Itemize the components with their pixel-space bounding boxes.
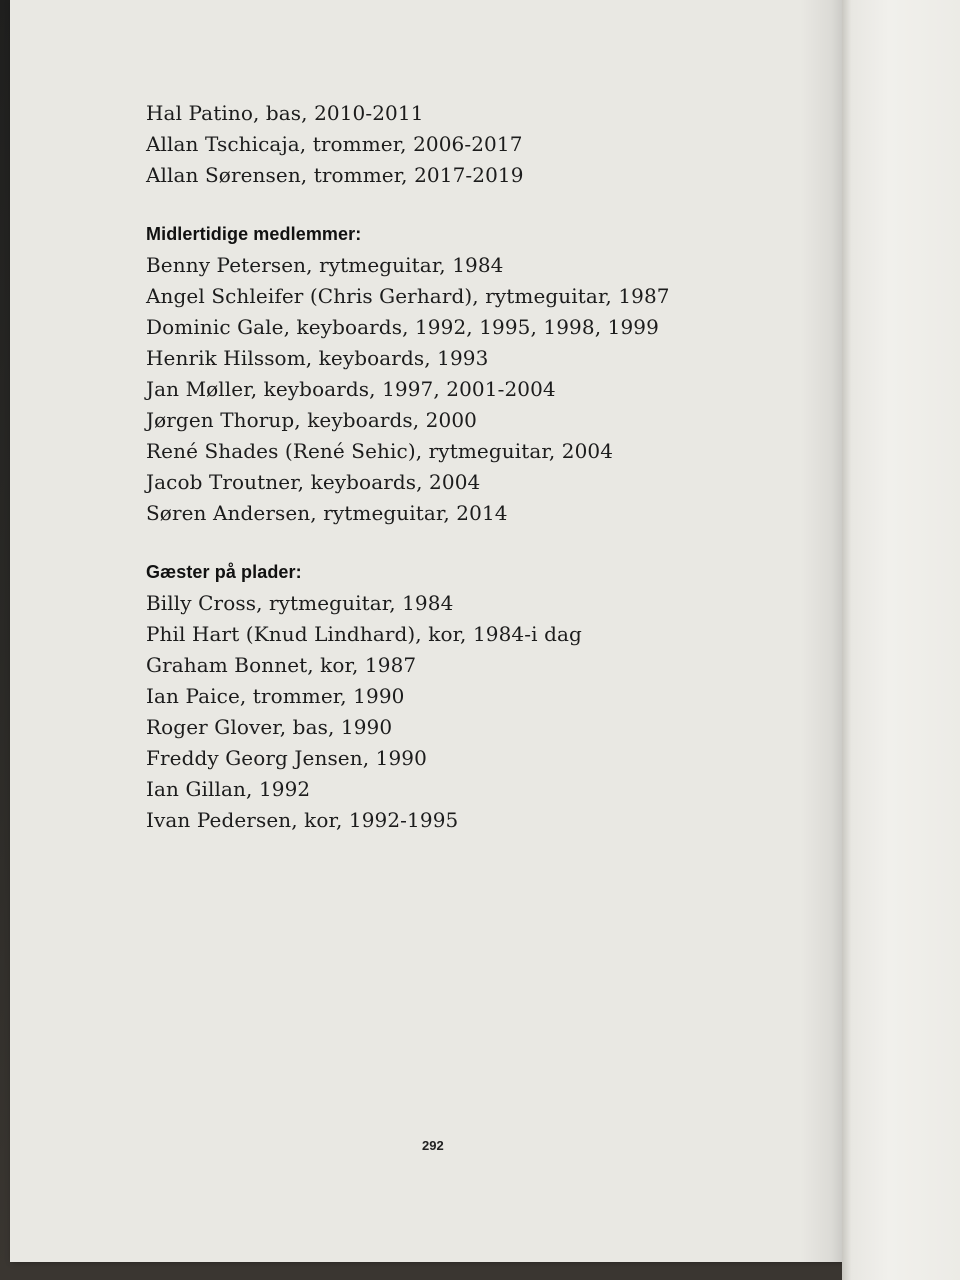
list-item: Henrik Hilssom, keyboards, 1993 (146, 346, 489, 370)
book-page (10, 0, 845, 1262)
list-item: Ivan Pedersen, kor, 1992-1995 (146, 808, 459, 832)
list-item: Benny Petersen, rytmeguitar, 1984 (146, 253, 504, 277)
page-number: 292 (422, 1138, 444, 1153)
next-page-edge (842, 0, 960, 1280)
list-item: Ian Paice, trommer, 1990 (146, 684, 405, 708)
list-item: Graham Bonnet, kor, 1987 (146, 653, 417, 677)
list-item: Phil Hart (Knud Lindhard), kor, 1984-i dag (146, 622, 582, 646)
list-item: Allan Tschicaja, trommer, 2006-2017 (146, 132, 523, 156)
list-item: Roger Glover, bas, 1990 (146, 715, 393, 739)
list-item: Hal Patino, bas, 2010-2011 (146, 101, 424, 125)
section-gap (146, 529, 786, 557)
list-item: Ian Gillan, 1992 (146, 777, 311, 801)
section-heading-guests-on-records: Gæster på plader: (146, 562, 302, 582)
list-item: René Shades (René Sehic), rytmeguitar, 2004 (146, 439, 614, 463)
list-item: Jørgen Thorup, keyboards, 2000 (146, 408, 477, 432)
member-list (146, 98, 786, 836)
section-heading-temporary-members: Midlertidige medlemmer: (146, 224, 362, 244)
list-item: Billy Cross, rytmeguitar, 1984 (146, 591, 454, 615)
list-item: Dominic Gale, keyboards, 1992, 1995, 1998, 1999 (146, 315, 659, 339)
section-gap (146, 191, 786, 219)
list-item: Jan Møller, keyboards, 1997, 2001-2004 (146, 377, 556, 401)
list-item: Angel Schleifer (Chris Gerhard), rytmeguitar, 1987 (146, 284, 670, 308)
list-item: Freddy Georg Jensen, 1990 (146, 746, 427, 770)
list-item: Allan Sørensen, trommer, 2017-2019 (146, 163, 524, 187)
list-item: Jacob Troutner, keyboards, 2004 (146, 470, 481, 494)
list-item: Søren Andersen, rytmeguitar, 2014 (146, 501, 508, 525)
